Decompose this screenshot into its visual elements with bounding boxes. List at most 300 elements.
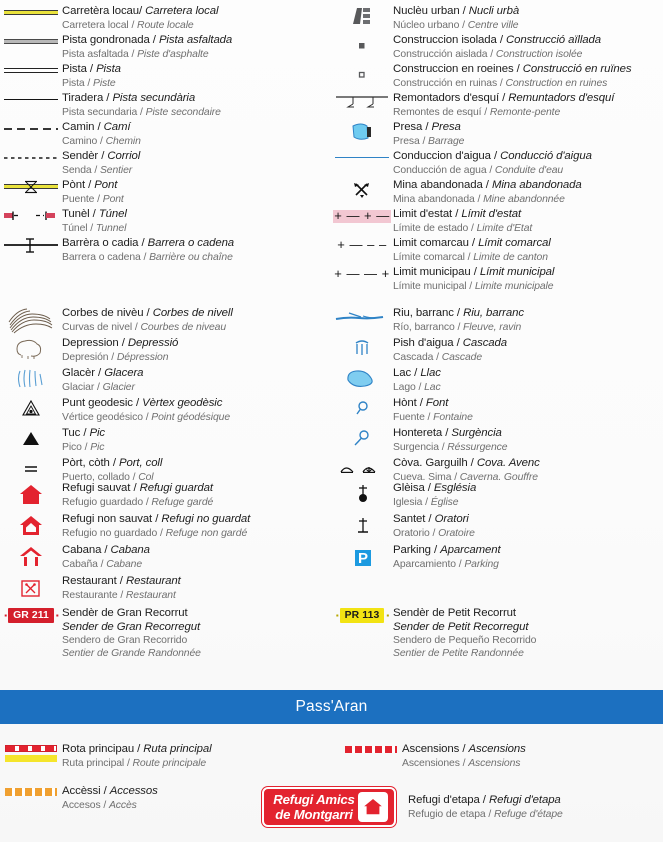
- legend-label-spanish: Pista asfaltada: [62, 48, 129, 60]
- parking-glyph: [347, 543, 377, 571]
- separator: /: [419, 397, 423, 409]
- main-route-yellow-bar: [5, 755, 57, 762]
- legend-label-french: Église: [430, 496, 459, 508]
- separator: /: [471, 222, 474, 234]
- legend-label-catalan: Límit comarcal: [478, 237, 551, 249]
- legend-label-catalan: Vèrtex geodèsic: [142, 397, 223, 409]
- legend-label-spanish: Restaurante: [62, 589, 118, 601]
- separator: /: [471, 237, 475, 249]
- separator: /: [456, 307, 460, 319]
- separator: /: [427, 482, 431, 494]
- legend-label-catalan: Restaurant: [125, 575, 181, 587]
- legend-label-french: Cascade: [441, 351, 483, 363]
- bridge-icon: [0, 178, 62, 196]
- legend-label-french: Centre ville: [467, 19, 519, 31]
- depression-glyph: [11, 336, 51, 362]
- oratory-icon: [331, 512, 393, 540]
- separator: /: [97, 121, 101, 133]
- church-glyph: [347, 481, 377, 509]
- legend-label-spanish: Curvas de nivel: [62, 321, 133, 333]
- legend-label-primary: Ascensions: [402, 743, 460, 755]
- legend-label-primary: Mina abandonada: [393, 179, 483, 191]
- pr-line-3: Sendero de Pequeño Recorrido: [393, 635, 537, 647]
- separator: /: [482, 794, 486, 806]
- separator: /: [100, 135, 103, 147]
- separator: /: [499, 34, 503, 46]
- pr-dot-left-icon: ▪: [335, 611, 338, 620]
- legend-column-services: [331, 481, 662, 574]
- depression-icon: [0, 336, 62, 362]
- legend-label-catalan: Accessos: [109, 785, 158, 797]
- separator: /: [436, 351, 439, 363]
- road-local-line-icon: [0, 4, 62, 22]
- legend-label-french: Refuge gardé: [151, 496, 214, 508]
- cave-chasm-icon: [331, 456, 393, 482]
- legend-label-catalan: Pont: [94, 179, 118, 191]
- legend-label-primary: Camin: [62, 121, 95, 133]
- separator: /: [462, 757, 466, 769]
- montgarri-house-icon: [358, 792, 388, 822]
- legend-label-catalan: Riu, barranc: [463, 307, 524, 319]
- state-border-icon: [331, 207, 393, 225]
- legend-label-spanish: Camino: [62, 135, 98, 147]
- abandoned-mine-icon: [331, 178, 393, 202]
- separator: /: [133, 482, 137, 494]
- legend-label-french: Tunnel: [95, 222, 127, 234]
- ruined-building-icon: [331, 62, 393, 88]
- legend-label-primary: Limit comarcau: [393, 237, 469, 249]
- barrier-chain-glyph: [2, 236, 60, 254]
- separator: /: [422, 135, 426, 147]
- state-border-glyph: + — + —: [334, 208, 390, 223]
- separator: /: [458, 558, 462, 570]
- legend-label-primary: Nuclèu urban: [393, 5, 460, 17]
- separator: /: [140, 106, 143, 118]
- separator: /: [134, 321, 138, 333]
- separator: /: [146, 307, 150, 319]
- gr-line-2: Sender de Gran Recorregut: [62, 620, 201, 633]
- legend-label-catalan: Mina abandonada: [491, 179, 582, 191]
- legend-label-catalan: Límit d'estat: [461, 208, 522, 220]
- lake-icon: [331, 366, 393, 392]
- legend-label-primary: Lac: [393, 367, 412, 379]
- legend-label-french: Glacier: [102, 381, 135, 393]
- staffed-refuge-glyph: [16, 481, 46, 509]
- separator: /: [119, 575, 123, 587]
- separator: /: [477, 193, 481, 205]
- county-border-icon: [331, 236, 393, 254]
- legend-row: [0, 306, 331, 336]
- legend-label-french: Limite municipale: [474, 280, 554, 292]
- legend-row: [331, 207, 662, 236]
- separator: /: [425, 121, 429, 133]
- legend-row: [331, 91, 662, 120]
- abandoned-mine-glyph: [347, 178, 377, 202]
- legend-row: [0, 481, 331, 512]
- glacier-glyph: [11, 366, 51, 392]
- legend-row: [0, 236, 331, 265]
- legend-row: [0, 543, 331, 574]
- church-icon: [331, 481, 393, 509]
- separator: /: [103, 785, 107, 797]
- separator: /: [493, 150, 498, 162]
- legend-label-french: Barrage: [428, 135, 465, 147]
- legend-label-catalan: Cabana: [110, 544, 150, 556]
- barrier-chain-icon: [0, 236, 62, 254]
- legend-label-primary: Hònt: [393, 397, 417, 409]
- legend-row: [331, 265, 662, 294]
- legend-label-french: Fleuve, ravin: [463, 321, 522, 333]
- unstaffed-refuge-glyph: [16, 512, 46, 540]
- legend-label-spanish: Aparcamiento: [393, 558, 456, 570]
- separator: /: [484, 106, 488, 118]
- legend-label-spanish: Vértice geodésico: [62, 411, 143, 423]
- legend-label-spanish: Presa: [393, 135, 420, 147]
- legend-label-primary: Carretèra locau: [62, 5, 140, 17]
- separator: /: [103, 799, 107, 811]
- legend-label-catalan: Nucli urbà: [468, 5, 520, 17]
- legend-label-catalan: Font: [425, 397, 449, 409]
- legend-row: [0, 207, 331, 236]
- legend-column-built: [331, 4, 662, 294]
- legend-label-primary: Construccion en roeines: [393, 63, 514, 75]
- separator: /: [112, 457, 116, 469]
- gr-badge-container[interactable]: [0, 606, 62, 623]
- legend-row: [331, 120, 662, 149]
- legend-row: [0, 149, 331, 178]
- legend-row: [331, 426, 662, 456]
- legend-row: [331, 336, 662, 366]
- dam-icon: [331, 120, 393, 144]
- separator: /: [137, 743, 141, 755]
- legend-label-catalan: Surgència: [451, 427, 502, 439]
- legend-label-catalan: Corbes de nivell: [152, 307, 233, 319]
- legend-label-catalan: Construcció aïllada: [505, 34, 601, 46]
- separator: /: [111, 351, 115, 363]
- ascent-route-bar-icon: [340, 742, 402, 753]
- legend-label-primary: Parking: [393, 544, 431, 556]
- legend-label-primary: Presa: [393, 121, 423, 133]
- legend-column-water: [331, 306, 662, 486]
- legend-label-primary: Restaurant: [62, 575, 117, 587]
- separator: /: [467, 251, 471, 263]
- separator: /: [84, 441, 88, 453]
- legend-label-french: Lac: [424, 381, 441, 393]
- legend-label-catalan: Camí: [103, 121, 131, 133]
- legend-label-french: Piste: [93, 77, 116, 89]
- legend-label-catalan: Pic: [89, 427, 106, 439]
- access-route-orange-bar: [5, 788, 57, 796]
- separator: /: [135, 397, 140, 409]
- waterfall-icon: [331, 336, 393, 362]
- legend-label-spanish: Núcleo urbano: [393, 19, 460, 31]
- passaran-banner: [0, 690, 663, 724]
- legend-label-french: Cabane: [106, 558, 143, 570]
- unstaffed-refuge-icon: [0, 512, 62, 540]
- separator: /: [89, 63, 93, 75]
- oratory-glyph: [347, 512, 377, 540]
- legend-label-spanish: Glaciar: [62, 381, 95, 393]
- legend-label-spanish: Pico: [62, 441, 82, 453]
- separator: /: [159, 527, 163, 539]
- legend-label-spanish: Surgencia: [393, 441, 439, 453]
- legend-label-french: Point géodésique: [151, 411, 231, 423]
- legend-label-catalan: Pista asfaltada: [158, 34, 233, 46]
- legend-label-primary: Glèisa: [393, 482, 425, 494]
- gr-line-4: Sentier de Grande Randonnée: [62, 648, 201, 660]
- legend-label-spanish: Oratorio: [393, 527, 430, 539]
- separator: /: [98, 367, 102, 379]
- glacier-icon: [0, 366, 62, 392]
- legend-label-primary: Construccion isolada: [393, 34, 497, 46]
- legend-label-primary: Còva. Garguilh: [393, 457, 468, 469]
- separator: /: [428, 513, 432, 525]
- svg-text:P: P: [357, 550, 369, 567]
- separator: /: [454, 471, 457, 483]
- legend-row: [331, 512, 662, 543]
- legend-label-french: Ascensions: [468, 757, 521, 769]
- separator: /: [92, 208, 96, 220]
- trail-dotted-line-glyph: [2, 149, 60, 167]
- pr-badge-container[interactable]: [331, 606, 393, 623]
- legend-row: [0, 178, 331, 207]
- legend-label-spanish: Pista secundaria: [62, 106, 138, 118]
- pr-dot-right-icon: ▪: [386, 611, 389, 620]
- legend-label-primary: Pista: [62, 63, 87, 75]
- legend-label-primary: Pista gondronada: [62, 34, 150, 46]
- legend-row: [0, 742, 340, 784]
- legend-label-catalan: Construcció en ruïnes: [522, 63, 632, 75]
- legend-label-french: Refuge d'étape: [493, 808, 563, 820]
- waterfall-glyph: [347, 336, 377, 362]
- legend-label-primary: Santet: [393, 513, 426, 525]
- legend-row: [0, 336, 331, 366]
- mountain-pass-glyph: [16, 456, 46, 482]
- legend-label-primary: Limit municipau: [393, 266, 471, 278]
- separator: /: [456, 337, 460, 349]
- legend-label-spanish: Refugio no guardado: [62, 527, 158, 539]
- legend-label-french: Fontaine: [433, 411, 473, 423]
- legend-label-primary: Corbes de nivèu: [62, 307, 144, 319]
- legend-label-french: Chemin: [105, 135, 141, 147]
- legend-row: [0, 574, 331, 605]
- legend-label-french: Caverna. Gouffre: [459, 471, 538, 483]
- separator: /: [90, 222, 94, 234]
- lake-glyph: [339, 366, 385, 392]
- legend-label-french: Pont: [102, 193, 124, 205]
- legend-label-primary: Barrèra o cadia: [62, 237, 139, 249]
- ascent-route-red-bar: [345, 746, 397, 753]
- separator: /: [502, 92, 506, 104]
- legend-label-catalan: Carretera local: [145, 5, 219, 17]
- legend-label-primary: Riu, barranc: [393, 307, 454, 319]
- legend-label-spanish: Iglesia: [393, 496, 423, 508]
- pr-line-4: Sentier de Petite Randonnée: [393, 648, 524, 660]
- cabin-icon: [0, 543, 62, 571]
- legend-label-spanish: Pista: [62, 77, 85, 89]
- legend-label-french: Limite de canton: [473, 251, 548, 263]
- staffed-refuge-icon: [0, 481, 62, 509]
- legend-label-spanish: Accesos: [62, 799, 101, 811]
- legend-label-catalan: Refugi guardat: [139, 482, 213, 494]
- legend-label-french: Construction en ruines: [505, 77, 608, 89]
- legend-label-catalan: Pista secundària: [112, 92, 196, 104]
- separator: /: [462, 5, 466, 17]
- legend-label-primary: Refugi d'etapa: [408, 794, 480, 806]
- legend-label-spanish: Remontes de esquí: [393, 106, 482, 118]
- legend-label-french: Construction isolée: [495, 48, 583, 60]
- gr-line-1: Sendèr de Gran Recorrut: [62, 607, 188, 619]
- legend-label-primary: Glacèr: [62, 367, 95, 379]
- mountain-pass-icon: [0, 456, 62, 482]
- track-line-icon: [0, 62, 62, 80]
- legend-label-spanish: Ascensiones: [402, 757, 460, 769]
- legend-label-primary: Pòrt, còth: [62, 457, 110, 469]
- separator: /: [97, 381, 100, 393]
- legend-label-french: Réssurgence: [447, 441, 508, 453]
- path-dashed-line-glyph: [2, 120, 60, 138]
- legend-label-catalan: Cascada: [462, 337, 508, 349]
- separator: /: [414, 367, 418, 379]
- legend-label-spanish: Refugio de etapa: [408, 808, 486, 820]
- legend-row: [0, 426, 331, 456]
- separator: /: [139, 5, 143, 17]
- banner-title: Pass'Aran: [295, 698, 368, 715]
- legend-label-primary: Rota principau: [62, 743, 135, 755]
- legend-label-spanish: Conducción de agua: [393, 164, 487, 176]
- separator: /: [432, 527, 436, 539]
- secondary-track-line-icon: [0, 91, 62, 109]
- main-route-bar-icon: [0, 742, 62, 762]
- legend-row: [331, 481, 662, 512]
- legend-row: [0, 33, 331, 62]
- road-asphalt-track-line-icon: [0, 33, 62, 51]
- legend-label-primary: Conduccion d'aigua: [393, 150, 491, 162]
- separator: /: [427, 411, 431, 423]
- legend-row: [340, 742, 663, 784]
- separator: /: [425, 496, 428, 508]
- legend-label-primary: Sendèr: [62, 150, 99, 162]
- separator: /: [87, 77, 91, 89]
- separator: /: [490, 48, 494, 60]
- legend-label-french: Barrière ou chaîne: [149, 251, 233, 263]
- legend-label-primary: Pish d'aigua: [393, 337, 454, 349]
- gr-badge[interactable]: GR 211: [8, 608, 54, 623]
- legend-label-spanish: Depresión: [62, 351, 109, 363]
- path-dashed-line-icon: [0, 120, 62, 138]
- separator: /: [120, 589, 124, 601]
- isolated-building-icon: [331, 33, 393, 59]
- cabin-glyph: [16, 543, 46, 571]
- stage-refuge-logo-icon[interactable]: [262, 787, 396, 827]
- separator: /: [485, 179, 489, 191]
- separator: /: [441, 441, 445, 453]
- legend-label-spanish: Senda: [62, 164, 92, 176]
- legend-row: [0, 62, 331, 91]
- legend-label-primary: Hontereta: [393, 427, 443, 439]
- legend-label-primary: Tunèl: [62, 208, 90, 220]
- montgarri-logo-line-1: Refugi Amics: [273, 792, 355, 807]
- montgarri-house-glyph: [361, 795, 385, 819]
- legend-column-roads: [0, 4, 331, 265]
- ski-lift-icon: [331, 91, 393, 111]
- gr-line-3: Sendero de Gran Recorrido: [62, 635, 188, 647]
- separator: /: [94, 164, 98, 176]
- legend-label-spanish: Cascada: [393, 351, 434, 363]
- legend-label-spanish: Límite comarcal: [393, 251, 465, 263]
- legend-row: [331, 62, 662, 91]
- separator: /: [145, 496, 149, 508]
- gr-route-row: [0, 606, 331, 661]
- dam-glyph: [345, 120, 379, 144]
- ski-lift-glyph: [333, 91, 391, 111]
- separator: /: [457, 321, 461, 333]
- legend-label-spanish: Mina abandonada: [393, 193, 475, 205]
- municipal-border-glyph: + — — +: [334, 266, 390, 281]
- legend-label-catalan: Refugi no guardat: [161, 513, 251, 525]
- separator: /: [469, 280, 473, 292]
- legend-label-primary: Cabana: [62, 544, 102, 556]
- legend-row: [331, 178, 662, 207]
- legend-label-french: Mine abandonnée: [483, 193, 565, 205]
- legend-label-french: Piste secondaire: [145, 106, 221, 118]
- legend-label-french: Conduite d'eau: [494, 164, 564, 176]
- legend-label-catalan: Pista: [96, 63, 121, 75]
- montgarri-logo-line-2: de Montgarri: [275, 807, 353, 822]
- resurgence-icon: [331, 426, 393, 452]
- legend-row: [331, 306, 662, 336]
- legend-label-french: Remonte-pente: [489, 106, 561, 118]
- legend-label-french: Oratoire: [438, 527, 475, 539]
- separator: /: [455, 208, 459, 220]
- legend-row: [331, 236, 662, 265]
- legend-label-french: Route locale: [137, 19, 194, 31]
- legend-label-french: Sentier: [99, 164, 133, 176]
- legend-row: [0, 4, 331, 33]
- legend-label-spanish: Carretera local: [62, 19, 129, 31]
- legend-label-spanish: Fuente: [393, 411, 425, 423]
- river-ravine-icon: [331, 306, 393, 332]
- urban-area-glyph: [347, 4, 377, 30]
- peak-icon: [0, 426, 62, 452]
- legend-label-primary: Punt geodesic: [62, 397, 133, 409]
- legend-label-spanish: Puerto, collado: [62, 471, 130, 483]
- legend-label-french: Dépression: [116, 351, 169, 363]
- pr-line-2: Sender de Petit Recorregut: [393, 620, 529, 633]
- main-route-dashed-red-bar: [5, 745, 57, 752]
- legend-label-catalan: Barrera o cadena: [147, 237, 235, 249]
- legend-label-spanish: Barrera o cadena: [62, 251, 141, 263]
- legend-label-primary: Refugi non sauvat: [62, 513, 153, 525]
- legend-row: [331, 366, 662, 396]
- separator: /: [499, 77, 503, 89]
- legend-row: [331, 543, 662, 574]
- legend-label-spanish: Límite municipal: [393, 280, 467, 292]
- legend-label-spanish: Puente: [62, 193, 95, 205]
- isolated-building-glyph: [347, 33, 377, 59]
- peak-glyph: [16, 426, 46, 452]
- separator: /: [104, 544, 108, 556]
- legend-label-french: Parking: [464, 558, 499, 570]
- separator: /: [88, 179, 92, 191]
- separator: /: [131, 19, 135, 31]
- access-route-bar-icon: [0, 784, 62, 796]
- legend-label-catalan: Límit municipal: [479, 266, 555, 278]
- legend-column-relief: [0, 306, 331, 486]
- cave-chasm-glyph: [333, 456, 391, 482]
- urban-area-icon: [331, 4, 393, 30]
- pr-badge[interactable]: PR 113: [340, 608, 385, 623]
